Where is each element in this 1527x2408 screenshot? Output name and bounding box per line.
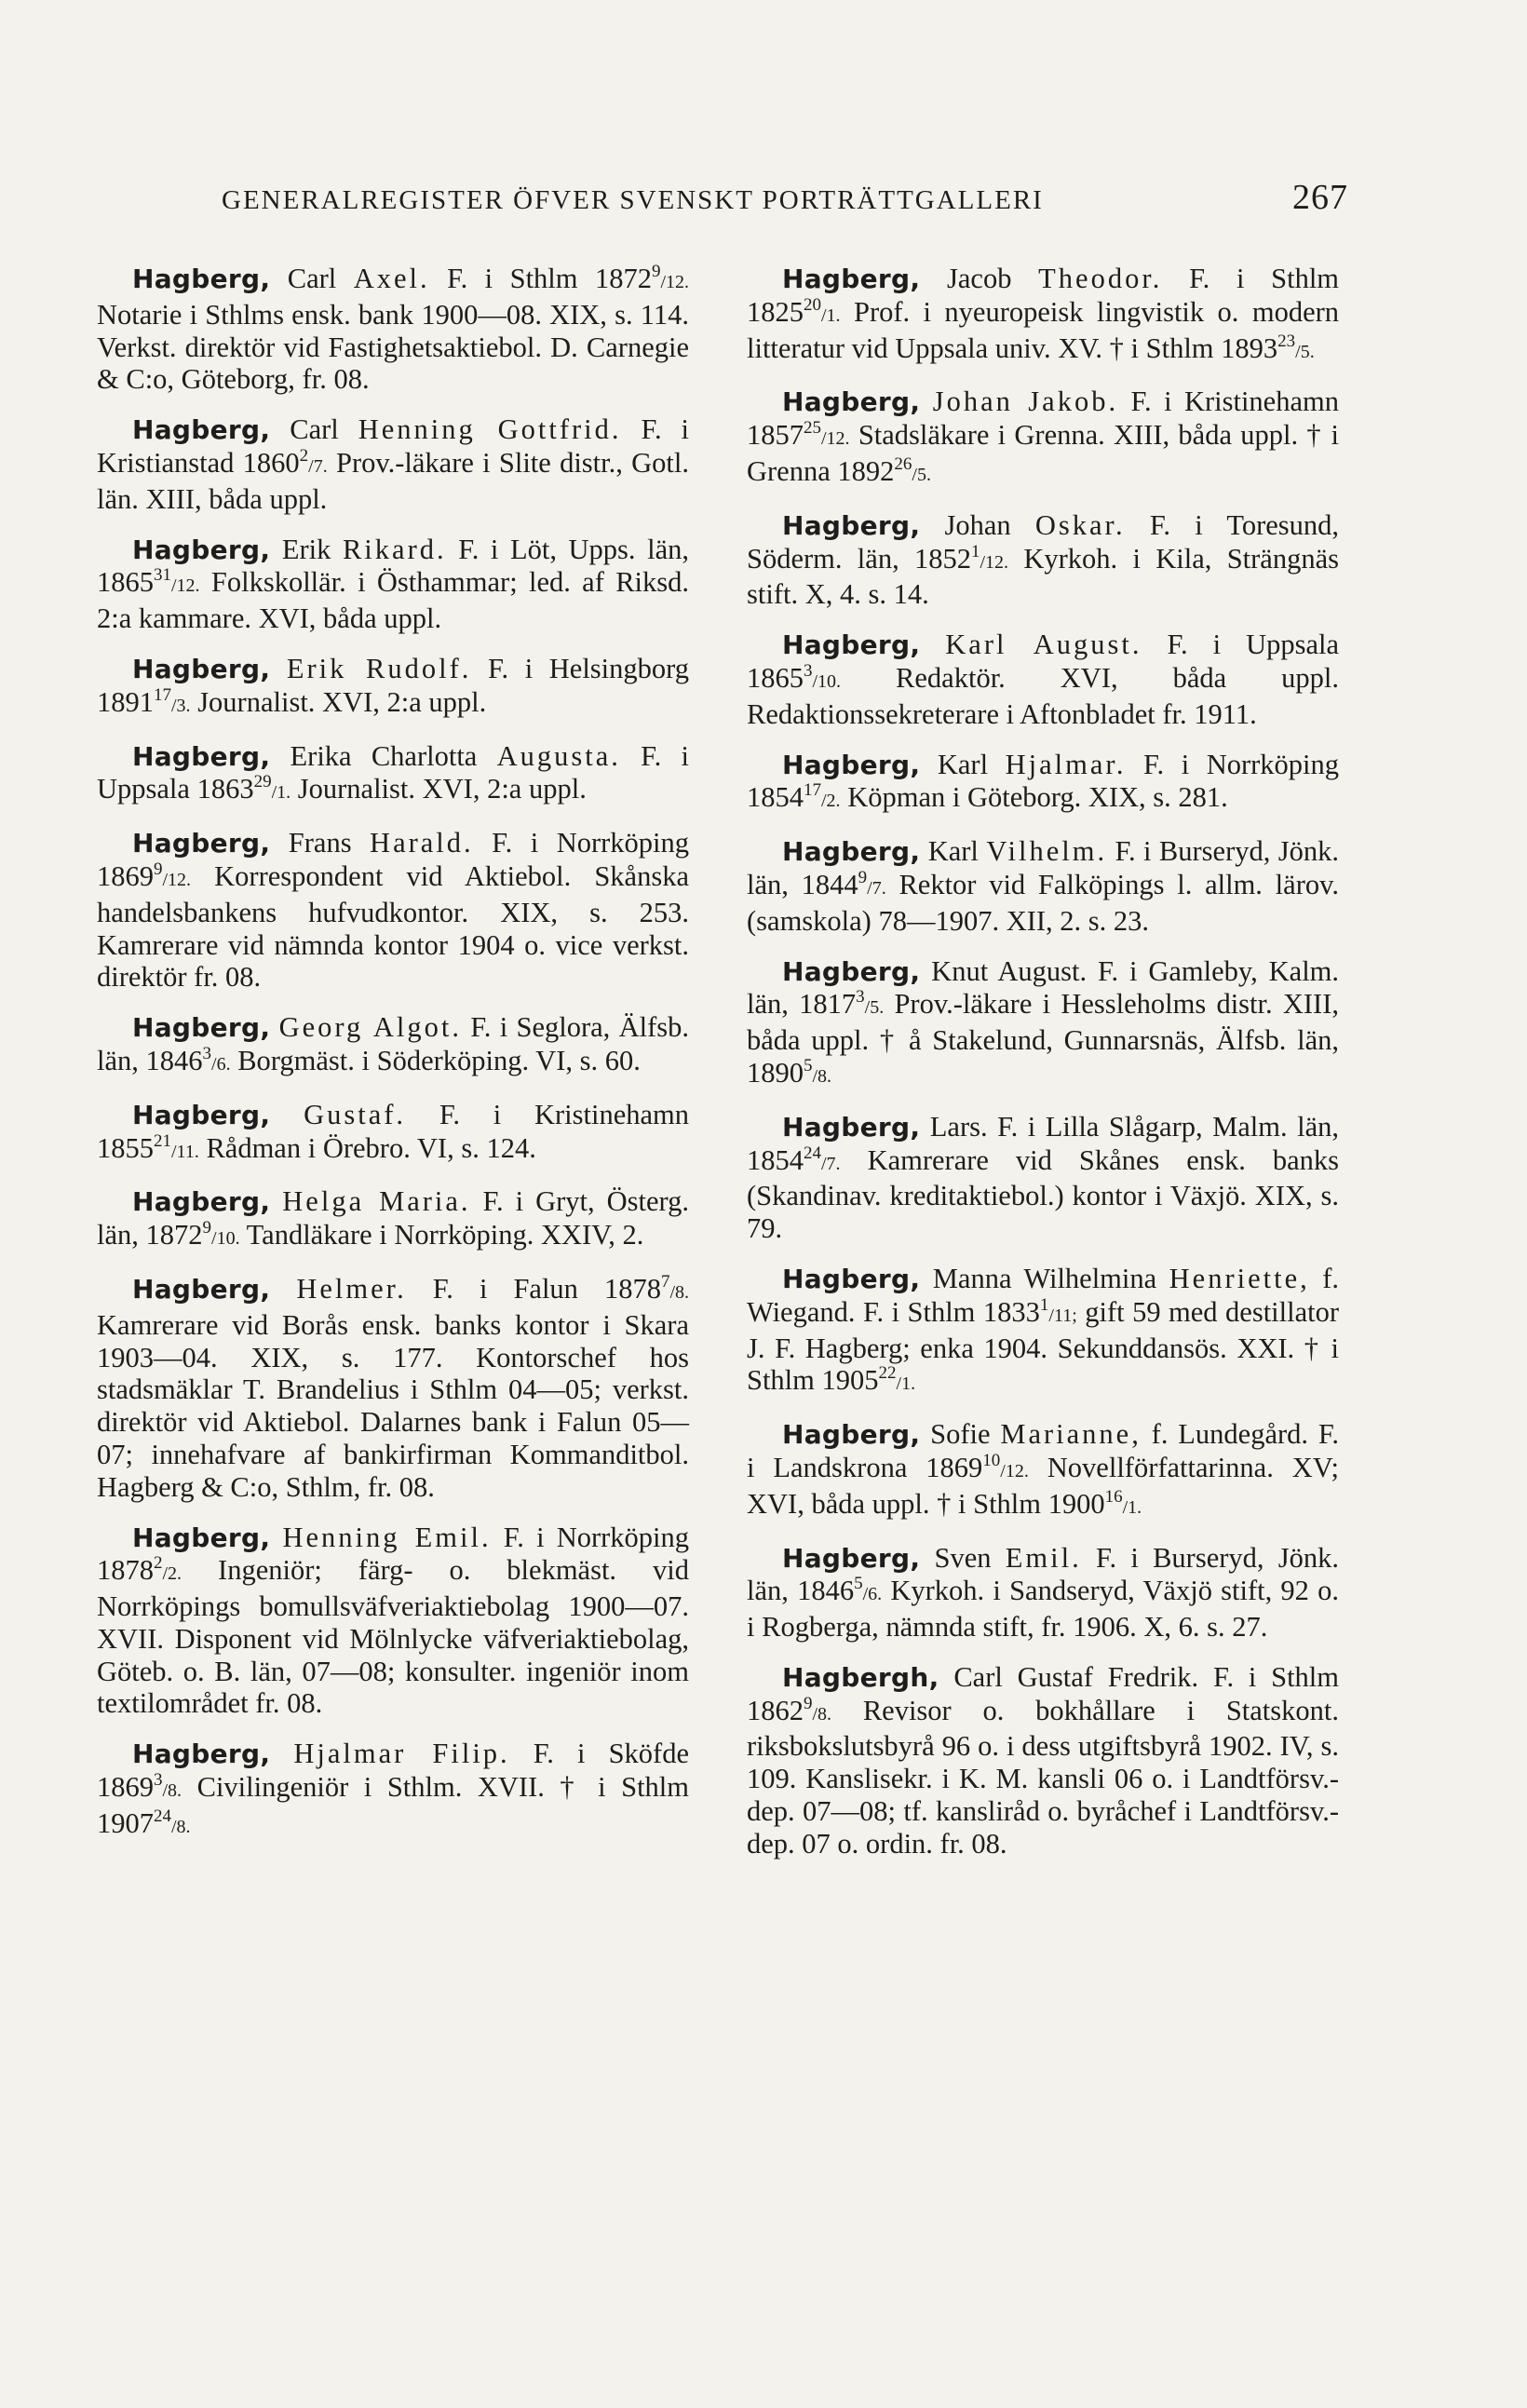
entry-description: Folkskollär. i Östhammar; led. af Riksd. 2:a kammare. XVI, båda uppl. xyxy=(97,566,690,635)
entry-called-name: Henning Gottfrid. xyxy=(358,413,622,446)
entry-called-name: Georg Algot. xyxy=(278,1011,462,1044)
entry-birth-day: 17 xyxy=(154,684,171,705)
entry-surname: Hagberg, xyxy=(132,740,271,772)
entry-death-month: /8. xyxy=(171,1816,191,1837)
entry-surname: Hagberg, xyxy=(132,1012,271,1044)
register-entry xyxy=(97,413,689,515)
entry-birth-month: /5. xyxy=(864,997,885,1019)
register-entry xyxy=(747,386,1339,491)
entry-birth-text: F. i Seglora, Älfsb. län, 1846 xyxy=(97,1011,689,1076)
entry-surname: Hagberg, xyxy=(132,534,271,565)
entry-called-name: Henriette, xyxy=(1169,1262,1310,1294)
entry-birth-day: 20 xyxy=(804,294,821,315)
entry-given-name: Manna Wilhelmina xyxy=(932,1262,1157,1294)
entry-called-name: Oskar. xyxy=(1034,508,1126,541)
entry-surname: Hagberg, xyxy=(132,264,271,294)
entry-birth-day: 3 xyxy=(154,1770,163,1791)
register-entry xyxy=(97,1522,689,1721)
entry-birth-day: 9 xyxy=(651,262,661,281)
register-entry xyxy=(747,1661,1339,1860)
entry-called-name: Hjalmar Filip. xyxy=(293,1738,510,1770)
entry-given-name: Knut August. xyxy=(931,954,1088,987)
register-entry xyxy=(747,955,1339,1093)
entry-birth-day: 10 xyxy=(982,1450,1001,1470)
entry-death-day: 26 xyxy=(894,453,912,474)
entry-description: Journalist. XVI, 2:a uppl. xyxy=(197,685,487,718)
entry-surname: Hagberg, xyxy=(132,414,271,446)
entry-birth-text: F. i Kristinehamn 1857 xyxy=(747,386,1339,452)
entry-description: Rådman i Örebro. VI, s. 124. xyxy=(206,1131,536,1164)
entry-birth-month: /12. xyxy=(171,575,200,597)
entry-birth-month: /8. xyxy=(812,1703,832,1725)
register-entry xyxy=(747,835,1339,937)
entry-given-name: Erik xyxy=(281,533,331,565)
entry-called-name: Helmer. xyxy=(296,1272,407,1305)
entry-called-name: Hjalmar. xyxy=(1005,748,1127,780)
entry-birth-text: F. i Uppsala 1865 xyxy=(747,629,1340,694)
entry-birth-day: 29 xyxy=(253,772,272,792)
entry-surname: Hagbergh, xyxy=(782,1661,939,1693)
entry-birth-month: /8. xyxy=(669,1281,690,1303)
entry-birth-month: /12. xyxy=(821,428,850,450)
entry-birth-month: /6. xyxy=(862,1584,883,1605)
entry-description: Köpman i Göteborg. XIX, s. 281. xyxy=(847,781,1228,814)
entry-birth-month: /1. xyxy=(271,782,291,804)
entry-birth-day: 2 xyxy=(154,1553,163,1574)
entry-birth-month: /10. xyxy=(812,670,842,692)
entry-birth-text: F. i Gamleby, Kalm. län, 1817 xyxy=(747,954,1340,1021)
entry-birth-text: F. i Sthlm 1825 xyxy=(747,263,1340,328)
entry-birth-day: 1 xyxy=(971,541,980,561)
entry-birth-text: f. Wiegand. F. i Sthlm 1833 xyxy=(747,1262,1340,1328)
entry-called-name: Gustaf. xyxy=(304,1098,407,1130)
register-entry xyxy=(747,1418,1339,1523)
entry-surname: Hagberg, xyxy=(132,1099,271,1130)
entry-birth-text: F. i Uppsala 1863 xyxy=(97,739,690,805)
entry-birth-day: 9 xyxy=(202,1218,212,1238)
entry-description: Kamrerare vid Borås ensk. banks kontor i Skara 1903—04. XIX, s. 177. Kontorschef hos stadsmäklar T. Brandelius i Sthlm 04—05; verkst. direktör vid Aktiebol. Dalarnes bank i Falun 05—07; innehafvare af bankirfirman Kommanditbol. Hagberg & C:o, Sthlm, fr. 08. xyxy=(97,1308,689,1503)
entry-birth-month: /8. xyxy=(162,1780,182,1802)
entry-called-name: Marianne, xyxy=(1000,1418,1142,1451)
entry-given-name: Karl xyxy=(937,748,989,780)
entry-surname: Hagberg, xyxy=(782,629,921,661)
left-column xyxy=(97,263,689,1861)
entry-description: Kamrerare vid Skånes ensk. banks (Skandinav. kreditaktiebol.) kontor i Växjö. XIX, s. 79. xyxy=(747,1143,1339,1245)
entry-birth-month: /2. xyxy=(821,791,841,812)
entry-death-month: /8. xyxy=(812,1065,832,1087)
entry-birth-text: F. i Löt, Upps. län, 1865 xyxy=(97,533,689,599)
entry-description: Borgmäst. i Söderköping. VI, s. 60. xyxy=(237,1044,641,1076)
entry-death-day: 23 xyxy=(1277,331,1296,351)
entry-surname: Hagberg, xyxy=(132,1273,271,1305)
entry-called-name: Erik Rudolf. xyxy=(286,652,472,684)
entry-description: Stadsläkare i Grenna. XIII, båda uppl. † i Grenna 1892 xyxy=(747,419,1339,487)
entry-given-name: Erika Charlotta xyxy=(290,739,478,772)
entry-birth-text: F. i Gryt, Österg. län, 1872 xyxy=(97,1185,690,1251)
entry-given-name: Frans xyxy=(288,827,352,859)
register-entry xyxy=(747,749,1339,818)
entry-birth-day: 3 xyxy=(202,1043,212,1063)
entry-called-name: Emil. xyxy=(1005,1541,1082,1574)
entry-birth-month: /2. xyxy=(162,1563,182,1585)
entry-given-name: Lars. xyxy=(929,1110,988,1143)
entry-description: gift 59 med destillator J. F. Hagberg; enka 1904. Sekunddansös. XXI. † i Sthlm 1905 xyxy=(747,1295,1340,1397)
entry-birth-text: f. Lundegård. F. i Landskrona 1869 xyxy=(747,1418,1339,1483)
entry-death-day: 24 xyxy=(154,1806,171,1826)
entry-description: Civilingeniör i Sthlm. XVII. † i Sthlm 1907 xyxy=(97,1771,689,1839)
register-entry xyxy=(97,1099,689,1169)
entry-birth-text: F. i Sköfde 1869 xyxy=(97,1738,689,1804)
entry-birth-text: F. i Helsingborg 1891 xyxy=(97,652,689,718)
entry-birth-month: /11; xyxy=(1048,1305,1077,1326)
entry-called-name: Karl August. xyxy=(945,629,1142,661)
entry-birth-month: /10. xyxy=(211,1228,240,1250)
entry-birth-day: 25 xyxy=(804,418,821,439)
entry-birth-day: 5 xyxy=(854,1574,863,1594)
entry-birth-month: /1. xyxy=(821,304,841,326)
entry-birth-day: 1 xyxy=(1039,1294,1049,1315)
entry-birth-text: F. i Lilla Slågarp, Malm. län, 1854 xyxy=(747,1110,1339,1176)
entry-given-name: Sven xyxy=(934,1541,992,1574)
register-entry xyxy=(97,1738,689,1843)
page-header xyxy=(222,177,1348,218)
entry-death-month: /1. xyxy=(896,1373,916,1395)
entry-surname: Hagberg, xyxy=(782,955,921,987)
entry-called-name: Axel. xyxy=(353,263,430,294)
entry-birth-month: /6. xyxy=(211,1053,231,1075)
entry-surname: Hagberg, xyxy=(132,1186,271,1218)
entry-birth-day: 3 xyxy=(856,987,865,1008)
entry-description: Prov.-läkare i Hessleholms distr. XIII, båda uppl. † å Stakelund, Gunnarsnäs, Älfsb. län, 1890 xyxy=(747,988,1339,1089)
entry-birth-text: F. i Norrköping 1854 xyxy=(747,748,1340,814)
entry-given-name: Carl xyxy=(290,413,339,446)
entry-birth-month: /7. xyxy=(867,877,886,899)
entry-description: Prof. i nyeuropeisk lingvistik o. modern litteratur vid Uppsala univ. XV. † i Sthlm 1893 xyxy=(747,295,1340,364)
entry-birth-month: /12. xyxy=(980,551,1009,573)
register-entry xyxy=(97,740,689,810)
register-entry xyxy=(97,534,689,635)
entry-surname: Hagberg, xyxy=(782,1111,921,1143)
entry-surname: Hagberg, xyxy=(782,749,921,780)
register-entry xyxy=(747,509,1339,611)
entry-description: Kyrkoh. i Sandseryd, Växjö stift, 92 o. i Rogberga, nämnda stift, fr. 1906. X, 6. s. 27. xyxy=(747,1575,1340,1644)
entry-description: Ingeniör; färg- o. blekmäst. vid Norrköpings bomullsväfveriaktiebolag 1900—07. XVII. Disponent vid Mölnlycke väfveriaktiebolag, Göteb. o. B. län, 07—08; konsulter. ingeniör inom textilområdet fr. 08. xyxy=(97,1554,689,1720)
entry-birth-day: 3 xyxy=(804,660,813,681)
register-entry xyxy=(97,827,689,994)
entry-birth-day: 2 xyxy=(299,445,309,466)
entry-birth-day: 17 xyxy=(804,780,821,801)
entry-description: Redaktör. XVI, båda uppl. Redaktionssekreterare i Aftonbladet fr. 1911. xyxy=(747,661,1339,730)
register-entry xyxy=(747,629,1339,730)
entry-description: Rektor vid Falköpings l. allm. lärov. (samskola) 78—1907. XII, 2. s. 23. xyxy=(747,868,1339,937)
register-entry xyxy=(97,1011,689,1081)
entry-called-name: Vilhelm. xyxy=(986,835,1108,868)
entry-death-day: 22 xyxy=(878,1363,897,1384)
entry-given-name: Carl xyxy=(287,263,337,294)
running-title: GENERALREGISTER ÖFVER SVENSKT PORTRÄTTGALLERI xyxy=(222,185,1044,215)
entry-birth-text: F. i Sthlm 1862 xyxy=(747,1660,1340,1726)
entry-birth-text: F. i Norrköping 1869 xyxy=(97,827,690,892)
entry-called-name: Johan Jakob. xyxy=(932,386,1119,418)
register-entry xyxy=(97,263,689,396)
entry-description: Tandläkare i Norrköping. XXIV, 2. xyxy=(246,1219,644,1251)
register-entry xyxy=(97,653,689,723)
entry-birth-text: F. i Norrköping 1878 xyxy=(97,1521,690,1587)
entry-death-day: 16 xyxy=(1104,1486,1123,1507)
entry-birth-month: /7. xyxy=(308,455,328,477)
entry-surname: Hagberg, xyxy=(782,1419,921,1451)
entry-birth-text: F. i Kristinehamn 1855 xyxy=(97,1098,690,1164)
entry-called-name: Theodor. xyxy=(1038,263,1163,294)
entry-birth-day: 7 xyxy=(660,1271,670,1292)
entry-birth-month: /12. xyxy=(660,272,690,292)
entry-birth-text: F. i Burseryd, Jönk. län, 1844 xyxy=(747,835,1339,900)
entry-death-month: /1. xyxy=(1122,1496,1142,1518)
entry-surname: Hagberg, xyxy=(132,1738,271,1770)
register-entry xyxy=(97,1273,689,1504)
entry-birth-month: /3. xyxy=(171,695,191,716)
register-entry xyxy=(97,1185,689,1255)
entry-surname: Hagberg, xyxy=(782,386,921,418)
register-entry xyxy=(747,1111,1339,1245)
entry-surname: Hagberg, xyxy=(132,828,271,859)
right-column xyxy=(747,263,1339,1878)
entry-birth-text: F. i Kristianstad 1860 xyxy=(97,413,690,479)
entry-called-name: Harald. xyxy=(370,827,474,859)
entry-birth-day: 21 xyxy=(154,1130,171,1151)
entry-birth-month: /12. xyxy=(162,869,192,890)
register-entry xyxy=(747,263,1339,368)
entry-death-day: 5 xyxy=(804,1055,813,1075)
register-entry xyxy=(747,1263,1339,1400)
entry-given-name: Karl xyxy=(927,835,979,868)
entry-description: Novellförfattarinna. XV; XVI, båda uppl. † i Sthlm 1900 xyxy=(747,1451,1340,1520)
page-number: 267 xyxy=(1292,178,1348,217)
entry-birth-text: F. i Sthlm 1872 xyxy=(447,263,652,294)
entry-surname: Hagberg, xyxy=(782,836,921,868)
entry-given-name: Johan xyxy=(944,508,1011,541)
entry-called-name: Henning Emil. xyxy=(282,1521,492,1553)
entry-birth-text: F. i Toresund, Söderm. län, 1852 xyxy=(747,508,1340,575)
entry-surname: Hagberg, xyxy=(132,653,271,684)
entry-description: Notarie i Sthlms ensk. bank 1900—08. XIX, s. 114. Verkst. direktör vid Fastighetsaktiebol. D. Carnegie & C:o, Göteborg, fr. 08. xyxy=(97,298,689,396)
entry-surname: Hagberg, xyxy=(782,264,921,294)
entry-birth-day: 9 xyxy=(804,1693,813,1713)
entry-called-name: Augusta. xyxy=(496,739,621,772)
entry-birth-day: 9 xyxy=(154,859,163,879)
entry-description: Korrespondent vid Aktiebol. Skånska handelsbankens hufvudkontor. XIX, s. 253. Kamrerare vid nämnda kontor 1904 o. vice verkst. direktör fr. 08. xyxy=(97,859,689,994)
entry-description: Revisor o. bokhållare i Statskont. riksbokslutsbyrå 96 o. i dess utgiftsbyrå 1902. IV, s. 109. Kanslisekr. i K. M. kansli 06 o. i Landtförsv.-dep. 07—08; tf. kansliråd o. byråchef i Landtförsv.-dep. 07 o. ordin. fr. 08. xyxy=(747,1694,1339,1860)
entry-given-name: Carl Gustaf Fredrik. xyxy=(953,1660,1199,1693)
register-entry xyxy=(747,1542,1339,1644)
entry-surname: Hagberg, xyxy=(782,1263,921,1294)
entry-description: Prov.-läkare i Slite distr., Gotl. län. XIII, båda uppl. xyxy=(97,446,689,515)
entry-birth-day: 24 xyxy=(804,1143,821,1163)
entry-birth-text: F. i Burseryd, Jönk. län, 1846 xyxy=(747,1541,1340,1607)
entry-surname: Hagberg, xyxy=(782,509,921,541)
entry-called-name: Helga Maria. xyxy=(282,1185,471,1218)
entry-birth-text: F. i Falun 1878 xyxy=(432,1272,661,1305)
entry-description: Kyrkoh. i Kila, Strängnäs stift. X, 4. s. 14. xyxy=(747,542,1339,611)
entry-description: Journalist. XVI, 2:a uppl. xyxy=(297,773,587,805)
entry-called-name: Rikard. xyxy=(342,533,447,565)
entry-given-name: Jacob xyxy=(947,263,1012,294)
entry-birth-month: /11. xyxy=(171,1141,199,1162)
entry-birth-day: 31 xyxy=(154,565,171,586)
entry-death-month: /5. xyxy=(1295,341,1315,362)
entry-birth-month: /7. xyxy=(821,1153,841,1174)
entry-birth-month: /12. xyxy=(1000,1460,1029,1481)
entry-death-month: /5. xyxy=(912,464,931,485)
entry-surname: Hagberg, xyxy=(132,1522,271,1553)
entry-given-name: Sofie xyxy=(930,1418,991,1451)
entry-surname: Hagberg, xyxy=(782,1542,921,1574)
entry-birth-day: 9 xyxy=(858,867,868,887)
